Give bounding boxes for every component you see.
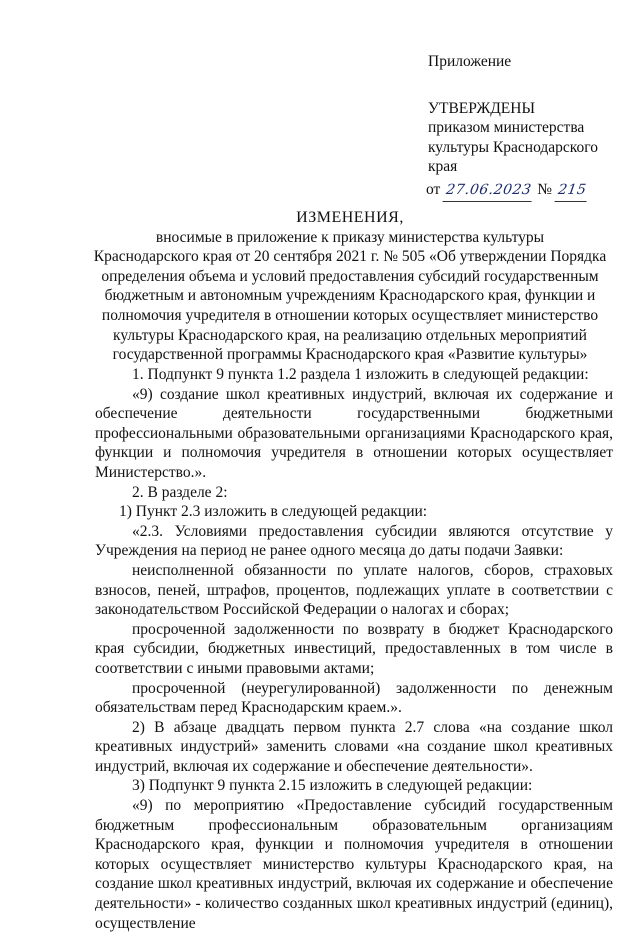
paragraph-3: 2. В разделе 2: (132, 483, 228, 501)
approved-heading: УТВЕРЖДЕНЫ (428, 99, 535, 117)
appendix-label: Приложение (428, 53, 512, 70)
paragraph-7: просроченной задолженности по возврату в бюджет Краснодарского края субсидии, бюджетных инвестиций, предоставленных в том числе в соответствии с иными правовыми актами; (95, 620, 613, 677)
paragraph-4: 1) Пункт 2.3 изложить в следующей редакции: (119, 503, 428, 521)
number-prefix: № (537, 180, 553, 198)
paragraph-6: неисполненной обязанности по уплате налогов, сборов, страховых взносов, пеней, штрафов, процентов, подлежащих уплате в соответствии с законодательством Российской Федерации о налогах и сборах; (95, 561, 613, 619)
subtitle-line: вносимые в приложение к приказу министерства культуры (155, 228, 545, 246)
subtitle-line: государственной программы Краснодарского края «Развитие культуры» (112, 346, 588, 364)
paragraph-11: «9) по мероприятию «Предоставление субсидий государственным бюджетным профессиональным образовательным организациям Краснодарского края, функции и полномочия учредителя в отношении которых осуществляет министерство культуры Краснодарского края, на создание школ креативных индустрий, включая их содержание и обеспечение деятельности» - количество созданных школ креативных индустрий (единиц), осуществление (95, 797, 613, 932)
subtitle-line: культуры Краснодарского края, на реализацию отдельных мероприятий (113, 326, 587, 344)
subtitle-line: определения объема и условий предоставления субсидий государственным (101, 267, 599, 285)
document-title: ИЗМЕНЕНИЯ, (296, 209, 404, 226)
approval-block (428, 52, 628, 202)
subtitle-line: Краснодарского края от 20 сентября 2021 г. № 505 «Об утверждении Порядка (93, 248, 607, 266)
paragraph-8: просроченной (неурегулированной) задолженности по денежным обязательствам перед Краснодарским краем.». (95, 679, 613, 717)
document-body (95, 365, 613, 933)
approved-line-2: культуры Краснодарского (428, 138, 599, 156)
paragraph-2: «9) создание школ креативных индустрий, включая их содержание и обеспечение деятельности государственными бюджетными профессиональными образовательными организациями Краснодарского края, функции и полномочия учредителя в отношении которых осуществляет Министерство.». (95, 385, 613, 481)
handwritten-date: 27.06.2023 (443, 181, 535, 202)
handwritten-number: 215 (554, 181, 589, 202)
approved-line-1: приказом министерства (428, 119, 585, 137)
paragraph-10: 3) Подпункт 9 пункта 2.15 изложить в следующей редакции: (132, 777, 533, 795)
paragraph-9: 2) В абзаце двадцать первом пункта 2.7 слова «на создание школ креативных индустрий» заменить словами «на создание школ креативных индустрий, включая их содержание и обеспечение деятельности». (95, 718, 613, 775)
title-block (90, 208, 610, 365)
subtitle-line: бюджетным и автономным учреждениям Краснодарского края, функции и (104, 287, 596, 305)
paragraph-5: «2.3. Условиями предоставления субсидии являются отсутствие у Учреждения на период не ранее одного месяца до даты подачи Заявки: (95, 522, 613, 560)
paragraph-1: 1. Подпункт 9 пункта 1.2 раздела 1 изложить в следующей редакции: (132, 366, 589, 383)
approved-line-3: края (428, 158, 458, 176)
approval-date-line (426, 180, 628, 202)
subtitle-line: полномочия учредителя в отношении которых осуществляет министерство (101, 306, 599, 324)
date-prefix: от (426, 180, 441, 198)
